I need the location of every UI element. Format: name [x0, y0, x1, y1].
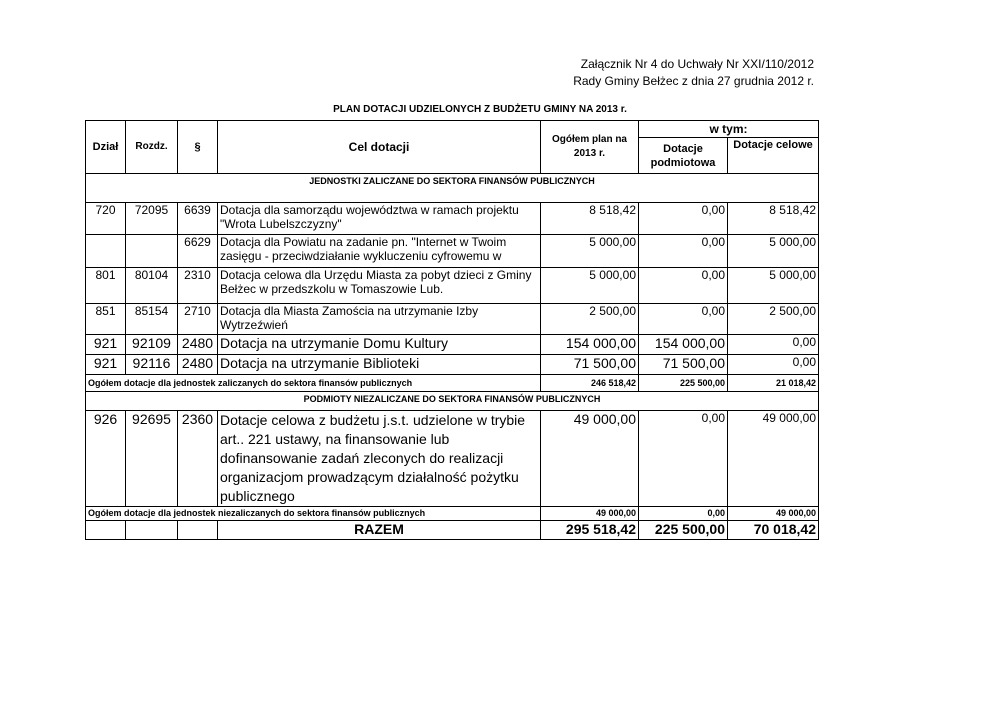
- cell-paragraph: 2480: [178, 335, 218, 355]
- cell-dzial: 921: [86, 355, 126, 375]
- cell-dzial: 926: [86, 411, 126, 507]
- cell-ogolem: 2 500,00: [541, 304, 639, 335]
- cell-rozdz: 92109: [126, 335, 178, 355]
- document-title: PLAN DOTACJI UDZIELONYCH Z BUDŻETU GMINY NA 2013 r.: [333, 104, 627, 115]
- section-title-nonpublic: PODMIOTY NIEZALICZANE DO SEKTORA FINANSÓW PUBLICZNYCH: [86, 392, 819, 411]
- section-title-public: JEDNOSTKI ZALICZANE DO SEKTORA FINANSÓW PUBLICZNYCH: [86, 174, 819, 203]
- cell-cel: [218, 235, 541, 268]
- cell-cel-text: Dotacja dla Powiatu na zadanie pn. "Internet w Twoim zasięgu - przeciwdziałanie wykluczeniu cyfrowemu w: [220, 235, 507, 263]
- cell-cel: Dotacja na utrzymanie Domu Kultury: [218, 335, 541, 355]
- cell-ogolem: 5 000,00: [541, 268, 639, 304]
- empty-cell: [126, 521, 178, 540]
- cell-rozdz: 80104: [126, 268, 178, 304]
- cell-celowe: 49 000,00: [728, 411, 819, 507]
- table-row: [86, 268, 819, 304]
- col-header-rozdz: Rozdz.: [126, 121, 178, 174]
- col-header-w-tym: w tym:: [639, 121, 819, 138]
- cell-paragraph: 2310: [178, 268, 218, 304]
- col-header-ogolem: Ogółem plan na 2013 r.: [541, 121, 639, 174]
- cell-celowe: 8 518,42: [728, 203, 819, 235]
- cell-paragraph: 6629: [178, 235, 218, 268]
- cell-cel: Dotacja dla Miasta Zamościa na utrzymanie Izby Wytrzeźwień: [218, 304, 541, 335]
- subtotal-podmiotowa: 225 500,00: [639, 375, 728, 392]
- cell-podmiotowa: 0,00: [639, 304, 728, 335]
- cell-dzial: 801: [86, 268, 126, 304]
- col-header-podmiotowa: Dotacje podmiotowa: [639, 138, 728, 174]
- col-header-dzial: Dział: [86, 121, 126, 174]
- col-header-celowe: Dotacje celowe: [728, 138, 819, 174]
- cell-paragraph: 2360: [178, 411, 218, 507]
- subtotal-row-nonpublic: [86, 507, 819, 521]
- cell-podmiotowa: 0,00: [639, 268, 728, 304]
- cell-ogolem: 154 000,00: [541, 335, 639, 355]
- cell-celowe: 5 000,00: [728, 235, 819, 268]
- cell-dzial: [86, 235, 126, 268]
- cell-dzial: 851: [86, 304, 126, 335]
- subtotal-podmiotowa: 0,00: [639, 507, 728, 521]
- grand-total-ogolem: 295 518,42: [541, 521, 639, 540]
- cell-cel: Dotacja celowa dla Urzędu Miasta za pobyt dzieci z Gminy Bełżec w przedszkolu w Tomaszowie Lub.: [218, 268, 541, 304]
- cell-ogolem: 8 518,42: [541, 203, 639, 235]
- cell-podmiotowa: 71 500,00: [639, 355, 728, 375]
- cell-ogolem: 71 500,00: [541, 355, 639, 375]
- table-row: [86, 304, 819, 335]
- grand-total-podmiotowa: 225 500,00: [639, 521, 728, 540]
- grand-total-label: RAZEM: [218, 521, 541, 540]
- subtotal-ogolem: 49 000,00: [541, 507, 639, 521]
- cell-rozdz: 85154: [126, 304, 178, 335]
- section-header-row: [86, 392, 819, 411]
- table-row: [86, 411, 819, 507]
- col-header-cel: Cel dotacji: [218, 121, 541, 174]
- table-row: [86, 235, 819, 268]
- cell-ogolem: 5 000,00: [541, 235, 639, 268]
- cell-rozdz: 92116: [126, 355, 178, 375]
- cell-podmiotowa: 0,00: [639, 203, 728, 235]
- cell-celowe: 0,00: [728, 355, 819, 375]
- cell-dzial: 720: [86, 203, 126, 235]
- attachment-header-line1: Załącznik Nr 4 do Uchwały Nr XXI/110/2012: [580, 57, 814, 71]
- cell-rozdz: 72095: [126, 203, 178, 235]
- cell-podmiotowa: 0,00: [639, 411, 728, 507]
- attachment-header-line2: Rady Gminy Bełżec z dnia 27 grudnia 2012 r.: [573, 74, 814, 88]
- empty-cell: [86, 521, 126, 540]
- cell-rozdz: [126, 235, 178, 268]
- section-header-row: [86, 174, 819, 203]
- cell-cel: Dotacje celowa z budżetu j.s.t. udzielone w trybie art.. 221 ustawy, na finansowanie lub dofinansowanie zadań zleconych do realizacji organizacjom prowadzącym działalność pożytku publicznego: [218, 411, 541, 507]
- subtotal-celowe: 49 000,00: [728, 507, 819, 521]
- subtotal-row-public: [86, 375, 819, 392]
- col-header-paragraph: §: [178, 121, 218, 174]
- cell-paragraph: 2480: [178, 355, 218, 375]
- subtotal-label: Ogółem dotacje dla jednostek zaliczanych do sektora finansów publicznych: [86, 375, 541, 392]
- grand-total-row: [86, 521, 819, 540]
- subtotal-celowe: 21 018,42: [728, 375, 819, 392]
- subsidy-plan-table: [85, 120, 819, 540]
- cell-dzial: 921: [86, 335, 126, 355]
- empty-cell: [178, 521, 218, 540]
- cell-paragraph: 2710: [178, 304, 218, 335]
- table-row: [86, 335, 819, 355]
- subtotal-label: Ogółem dotacje dla jednostek niezaliczanych do sektora finansów publicznych: [86, 507, 541, 521]
- cell-podmiotowa: 154 000,00: [639, 335, 728, 355]
- subtotal-ogolem: 246 518,42: [541, 375, 639, 392]
- table-row: [86, 203, 819, 235]
- table-header-row: [86, 121, 819, 138]
- cell-paragraph: 6639: [178, 203, 218, 235]
- cell-celowe: 5 000,00: [728, 268, 819, 304]
- cell-ogolem: 49 000,00: [541, 411, 639, 507]
- cell-rozdz: 92695: [126, 411, 178, 507]
- cell-celowe: 0,00: [728, 335, 819, 355]
- cell-cel: Dotacja na utrzymanie Biblioteki: [218, 355, 541, 375]
- cell-cel: Dotacja dla samorządu województwa w ramach projektu "Wrota Lubelszczyzny": [218, 203, 541, 235]
- table-row: [86, 355, 819, 375]
- grand-total-celowe: 70 018,42: [728, 521, 819, 540]
- cell-celowe: 2 500,00: [728, 304, 819, 335]
- cell-podmiotowa: 0,00: [639, 235, 728, 268]
